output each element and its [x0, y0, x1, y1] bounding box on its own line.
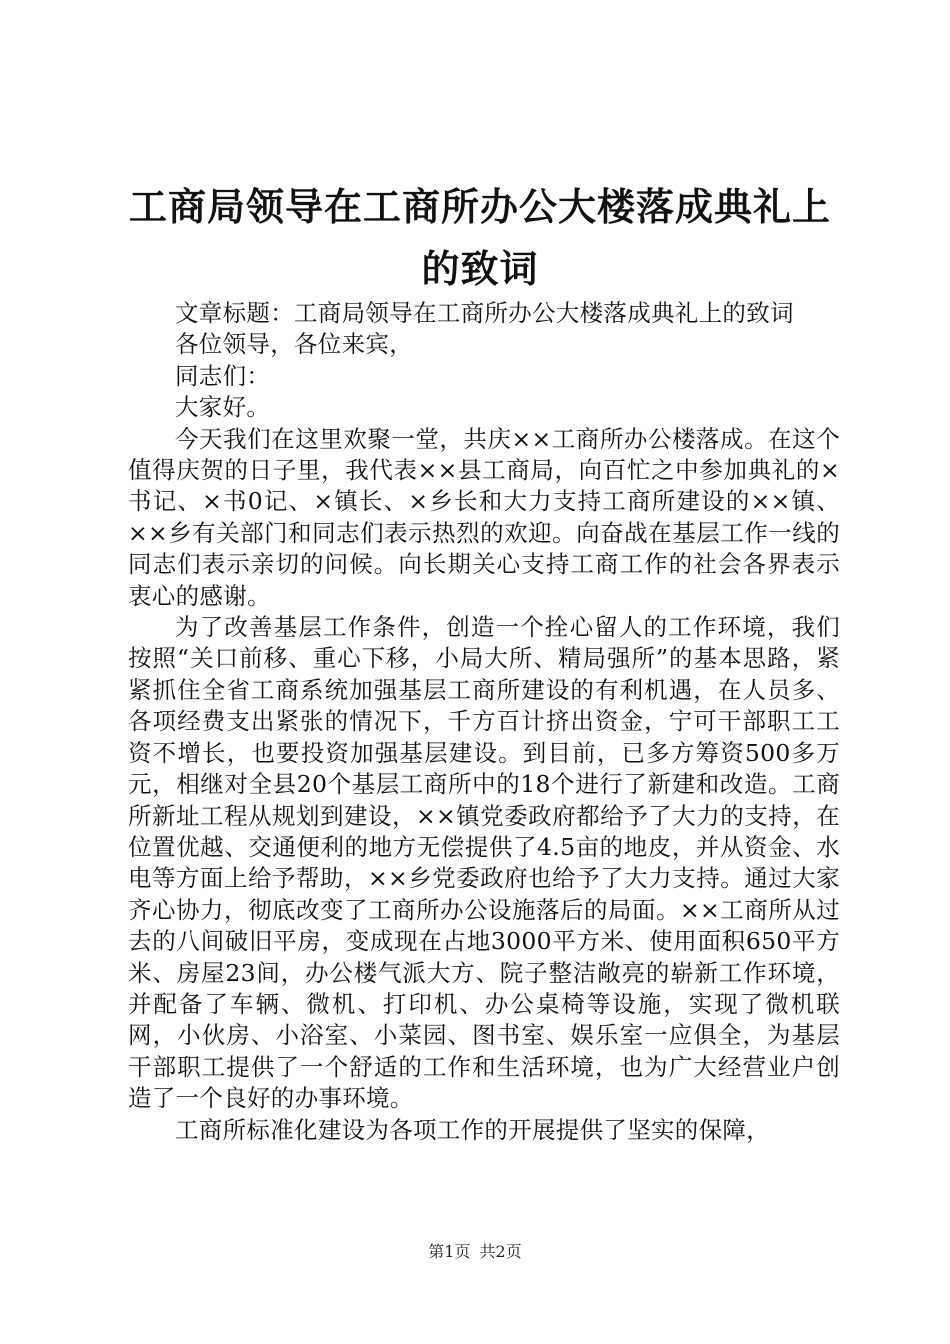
paragraph-welcome: 今天我们在这里欢聚一堂，共庆××工商所办公楼落成。在这个值得庆贺的日子里，我代表××县工商局，向百忙之中参加典礼的×书记、×书0记、×镇长、×乡长和大力支持工商所建设的××镇、××乡有关部门和同志们表示热烈的欢迎。向奋战在基层工作一线的同志们表示亲切的问候。向长期关心支持工商工作的社会各界表示衷心的感谢。: [128, 424, 840, 610]
page-footer: [0, 1242, 950, 1262]
paragraph-greeting-guests: 各位领导，各位来宾，: [175, 330, 413, 359]
page-number: 第1页: [428, 1242, 471, 1261]
paragraph-article-title: 文章标题：工商局领导在工商所办公大楼落成典礼上的致词: [175, 299, 794, 327]
paragraph-construction: 为了改善基层工作条件，创造一个拴心留人的工作环境，我们按照“关口前移、重心下移，小局大所、精局强所”的基本思路，紧紧抓住全省工商系统加强基层工商所建设的有利机遇，在人员多、各项经费支出紧张的情况下，千方百计挤出资金，宁可干部职工工资不增长，也要投资加强基层建设。到目前，已多方筹资500多万元，相继对全县20个基层工商所中的18个进行了新建和改造。工商所新址工程从规划到建设，××镇党委政府都给予了大力的支持，在位置优越、交通便利的地方无偿提供了4.5亩的地皮，并从资金、水电等方面上给予帮助，××乡党委政府也给予了大力支持。通过大家齐心协力，彻底改变了工商所办公设施落后的局面。××工商所从过去的八间破旧平房，变成现在占地3000平方米、使用面积650平方米、房屋23间，办公楼气派大方、院子整洁敞亮的崭新工作环境，并配备了车辆、微机、打印机、办公桌椅等设施，实现了微机联网，小伙房、小浴室、小菜园、图书室、娱乐室一应俱全，为基层干部职工提供了一个舒适的工作和生活环境，也为广大经营业户创造了一个良好的办事环境。: [128, 613, 840, 1113]
paragraph-hello: 大家好。: [175, 393, 271, 422]
page-total: 共2页: [479, 1242, 522, 1261]
paragraph-standardization: 工商所标准化建设为各项工作的开展提供了坚实的保障，: [175, 1115, 770, 1144]
document-body: [128, 298, 840, 1146]
paragraph-greeting-comrades: 同志们：: [175, 361, 271, 390]
document-title: 工商局领导在工商所办公大楼落成典礼上的致词: [128, 184, 831, 291]
